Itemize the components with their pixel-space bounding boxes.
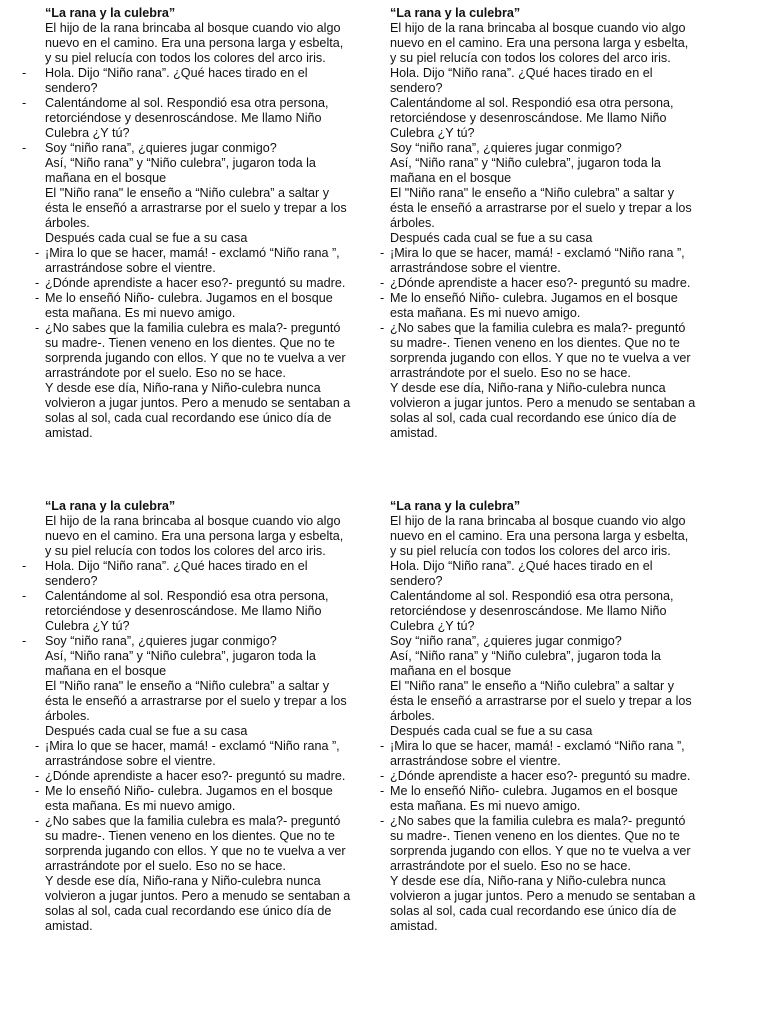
paragraph-text: ¡Mira lo que se hacer, mamá! - exclamó “Niño rana ”, arrastrándose sobre el vientre. — [390, 246, 685, 275]
dialogue-line — [380, 814, 696, 874]
narration-paragraph — [390, 724, 696, 739]
paragraph-text: Soy “niño rana”, ¿quieres jugar conmigo? — [390, 141, 622, 155]
paragraph-text: El "Niño rana" le enseño a “Niño culebra” a saltar y ésta le enseñó a arrastrarse por el suelo y trepar a los árboles. — [390, 679, 692, 723]
dialogue-line — [390, 96, 696, 141]
narration-paragraph — [45, 514, 351, 559]
dash-marker: - — [380, 246, 385, 260]
dialogue-line — [390, 559, 696, 589]
paragraph-text: Calentándome al sol. Respondió esa otra persona, retorciéndose y desenroscándose. Me llamo Niño Culebra ¿Y tú? — [45, 96, 329, 140]
paragraph-text: Después cada cual se fue a su casa — [45, 724, 248, 738]
dialogue-line — [380, 246, 696, 276]
paragraph-text: Calentándome al sol. Respondió esa otra persona, retorciéndose y desenroscándose. Me llamo Niño Culebra ¿Y tú? — [45, 589, 329, 633]
paragraph-text: Y desde ese día, Niño-rana y Niño-culebra nunca volvieron a jugar juntos. Pero a menudo se sentaban a solas al sol, cada cual recordando ese único día de amistad. — [390, 874, 696, 933]
dialogue-line — [22, 559, 351, 589]
paragraph-text: Y desde ese día, Niño-rana y Niño-culebra nunca volvieron a jugar juntos. Pero a menudo se sentaban a solas al sol, cada cual recordando ese único día de amistad. — [45, 874, 351, 933]
story-copy-top-left — [21, 6, 351, 441]
narration-paragraph — [45, 231, 351, 246]
dash-marker: - — [22, 96, 27, 110]
paragraph-text: ¿Dónde aprendiste a hacer eso?- preguntó su madre. — [45, 276, 346, 290]
dash-marker: - — [22, 66, 27, 80]
story-copy-bottom-left — [21, 499, 351, 934]
paragraph-text: Me lo enseñó Niño- culebra. Jugamos en el bosque esta mañana. Es mi nuevo amigo. — [45, 784, 333, 813]
dash-marker: - — [380, 321, 385, 335]
dash-marker: - — [380, 784, 385, 798]
paragraph-text: El hijo de la rana brincaba al bosque cuando vio algo nuevo en el camino. Era una persona larga y esbelta, y su piel relucía con todos los colores del arco iris. — [390, 514, 689, 558]
dash-marker: - — [35, 246, 40, 260]
dialogue-line — [35, 769, 351, 784]
paragraph-text: ¿Dónde aprendiste a hacer eso?- preguntó su madre. — [45, 769, 346, 783]
narration-paragraph — [390, 679, 696, 724]
narration-paragraph — [390, 649, 696, 679]
dialogue-line — [380, 291, 696, 321]
dialogue-line — [380, 321, 696, 381]
story-title: “La rana y la culebra” — [45, 6, 176, 20]
dialogue-line — [35, 276, 351, 291]
dialogue-line — [390, 66, 696, 96]
narration-paragraph — [390, 156, 696, 186]
paragraph-text: Así, “Niño rana” y “Niño culebra”, jugaron toda la mañana en el bosque — [390, 649, 661, 678]
paragraph-text: El hijo de la rana brincaba al bosque cuando vio algo nuevo en el camino. Era una persona larga y esbelta, y su piel relucía con todos los colores del arco iris. — [45, 21, 344, 65]
dash-marker: - — [35, 291, 40, 305]
paragraph-text: El "Niño rana" le enseño a “Niño culebra” a saltar y ésta le enseñó a arrastrarse por el suelo y trepar a los árboles. — [45, 679, 347, 723]
paragraph-text: Me lo enseñó Niño- culebra. Jugamos en el bosque esta mañana. Es mi nuevo amigo. — [45, 291, 333, 320]
dash-marker: - — [380, 291, 385, 305]
paragraph-text: El hijo de la rana brincaba al bosque cuando vio algo nuevo en el camino. Era una persona larga y esbelta, y su piel relucía con todos los colores del arco iris. — [390, 21, 689, 65]
paragraph-text: Me lo enseñó Niño- culebra. Jugamos en el bosque esta mañana. Es mi nuevo amigo. — [390, 784, 678, 813]
dialogue-line — [35, 321, 351, 381]
story-copy-bottom-right — [366, 499, 696, 934]
dash-marker: - — [35, 814, 40, 828]
dash-marker: - — [22, 634, 27, 648]
paragraph-text: ¡Mira lo que se hacer, mamá! - exclamó “Niño rana ”, arrastrándose sobre el vientre. — [45, 739, 340, 768]
narration-paragraph — [390, 514, 696, 559]
dash-marker: - — [35, 769, 40, 783]
narration-paragraph — [390, 231, 696, 246]
dash-marker: - — [35, 276, 40, 290]
paragraph-text: Así, “Niño rana” y “Niño culebra”, jugaron toda la mañana en el bosque — [390, 156, 661, 185]
dash-marker: - — [380, 739, 385, 753]
narration-paragraph — [45, 679, 351, 724]
paragraph-text: Calentándome al sol. Respondió esa otra persona, retorciéndose y desenroscándose. Me llamo Niño Culebra ¿Y tú? — [390, 96, 674, 140]
dash-marker: - — [22, 141, 27, 155]
story-title: “La rana y la culebra” — [390, 6, 521, 20]
dialogue-line — [35, 739, 351, 769]
dash-marker: - — [380, 769, 385, 783]
narration-paragraph — [390, 21, 696, 66]
dialogue-line — [22, 96, 351, 141]
narration-paragraph — [390, 186, 696, 231]
paragraph-text: Y desde ese día, Niño-rana y Niño-culebra nunca volvieron a jugar juntos. Pero a menudo se sentaban a solas al sol, cada cual recordando ese único día de amistad. — [45, 381, 351, 440]
dialogue-line — [22, 141, 351, 156]
dash-marker: - — [22, 559, 27, 573]
narration-paragraph — [45, 381, 351, 441]
dialogue-line — [22, 634, 351, 649]
narration-paragraph — [390, 381, 696, 441]
narration-paragraph — [45, 874, 351, 934]
paragraph-text: Soy “niño rana”, ¿quieres jugar conmigo? — [45, 634, 277, 648]
paragraph-text: El "Niño rana" le enseño a “Niño culebra” a saltar y ésta le enseñó a arrastrarse por el suelo y trepar a los árboles. — [390, 186, 692, 230]
paragraph-text: ¿No sabes que la familia culebra es mala?- preguntó su madre-. Tienen veneno en los dientes. Que no te sorprenda jugando con ellos. Y que no te vuelva a ver arrastrándote por el suelo. Eso no se hace. — [45, 321, 346, 380]
paragraph-text: Y desde ese día, Niño-rana y Niño-culebra nunca volvieron a jugar juntos. Pero a menudo se sentaban a solas al sol, cada cual recordando ese único día de amistad. — [390, 381, 696, 440]
dialogue-line — [390, 634, 696, 649]
paragraph-text: ¿Dónde aprendiste a hacer eso?- preguntó su madre. — [390, 769, 691, 783]
paragraph-text: El hijo de la rana brincaba al bosque cuando vio algo nuevo en el camino. Era una persona larga y esbelta, y su piel relucía con todos los colores del arco iris. — [45, 514, 344, 558]
dialogue-line — [22, 589, 351, 634]
dialogue-line — [380, 784, 696, 814]
paragraph-text: Soy “niño rana”, ¿quieres jugar conmigo? — [390, 634, 622, 648]
paragraph-text: Hola. Dijo “Niño rana”. ¿Qué haces tirado en el sendero? — [390, 559, 653, 588]
paragraph-text: Después cada cual se fue a su casa — [45, 231, 248, 245]
story-title: “La rana y la culebra” — [390, 499, 521, 513]
paragraph-text: Hola. Dijo “Niño rana”. ¿Qué haces tirado en el sendero? — [45, 559, 308, 588]
paragraph-text: Así, “Niño rana” y “Niño culebra”, jugaron toda la mañana en el bosque — [45, 649, 316, 678]
dash-marker: - — [380, 814, 385, 828]
paragraph-text: ¡Mira lo que se hacer, mamá! - exclamó “Niño rana ”, arrastrándose sobre el vientre. — [45, 246, 340, 275]
story-copy-top-right — [366, 6, 696, 441]
paragraph-text: ¿No sabes que la familia culebra es mala?- preguntó su madre-. Tienen veneno en los dientes. Que no te sorprenda jugando con ellos. Y que no te vuelva a ver arrastrándote por el suelo. Eso no se hace. — [390, 321, 691, 380]
dialogue-line — [35, 291, 351, 321]
narration-paragraph — [45, 186, 351, 231]
dash-marker: - — [35, 321, 40, 335]
dash-marker: - — [35, 739, 40, 753]
dialogue-line — [390, 141, 696, 156]
paragraph-text: Soy “niño rana”, ¿quieres jugar conmigo? — [45, 141, 277, 155]
dash-marker: - — [22, 589, 27, 603]
paragraph-text: Después cada cual se fue a su casa — [390, 231, 593, 245]
dialogue-line — [35, 784, 351, 814]
dialogue-line — [380, 739, 696, 769]
dialogue-line — [35, 246, 351, 276]
narration-paragraph — [390, 874, 696, 934]
paragraph-text: ¿Dónde aprendiste a hacer eso?- preguntó su madre. — [390, 276, 691, 290]
paragraph-text: Así, “Niño rana” y “Niño culebra”, jugaron toda la mañana en el bosque — [45, 156, 316, 185]
dialogue-line — [390, 589, 696, 634]
dialogue-line — [35, 814, 351, 874]
paragraph-text: El "Niño rana" le enseño a “Niño culebra” a saltar y ésta le enseñó a arrastrarse por el suelo y trepar a los árboles. — [45, 186, 347, 230]
paragraph-text: ¿No sabes que la familia culebra es mala?- preguntó su madre-. Tienen veneno en los dientes. Que no te sorprenda jugando con ellos. Y que no te vuelva a ver arrastrándote por el suelo. Eso no se hace. — [45, 814, 346, 873]
dash-marker: - — [35, 784, 40, 798]
narration-paragraph — [45, 21, 351, 66]
dialogue-line — [380, 769, 696, 784]
paragraph-text: Después cada cual se fue a su casa — [390, 724, 593, 738]
narration-paragraph — [45, 156, 351, 186]
dialogue-line — [22, 66, 351, 96]
dialogue-line — [380, 276, 696, 291]
paragraph-text: Hola. Dijo “Niño rana”. ¿Qué haces tirado en el sendero? — [45, 66, 308, 95]
paragraph-text: Hola. Dijo “Niño rana”. ¿Qué haces tirado en el sendero? — [390, 66, 653, 95]
paragraph-text: ¿No sabes que la familia culebra es mala?- preguntó su madre-. Tienen veneno en los dientes. Que no te sorprenda jugando con ellos. Y que no te vuelva a ver arrastrándote por el suelo. Eso no se hace. — [390, 814, 691, 873]
story-title: “La rana y la culebra” — [45, 499, 176, 513]
paragraph-text: ¡Mira lo que se hacer, mamá! - exclamó “Niño rana ”, arrastrándose sobre el vientre. — [390, 739, 685, 768]
paragraph-text: Me lo enseñó Niño- culebra. Jugamos en el bosque esta mañana. Es mi nuevo amigo. — [390, 291, 678, 320]
dash-marker: - — [380, 276, 385, 290]
paragraph-text: Calentándome al sol. Respondió esa otra persona, retorciéndose y desenroscándose. Me llamo Niño Culebra ¿Y tú? — [390, 589, 674, 633]
narration-paragraph — [45, 649, 351, 679]
narration-paragraph — [45, 724, 351, 739]
